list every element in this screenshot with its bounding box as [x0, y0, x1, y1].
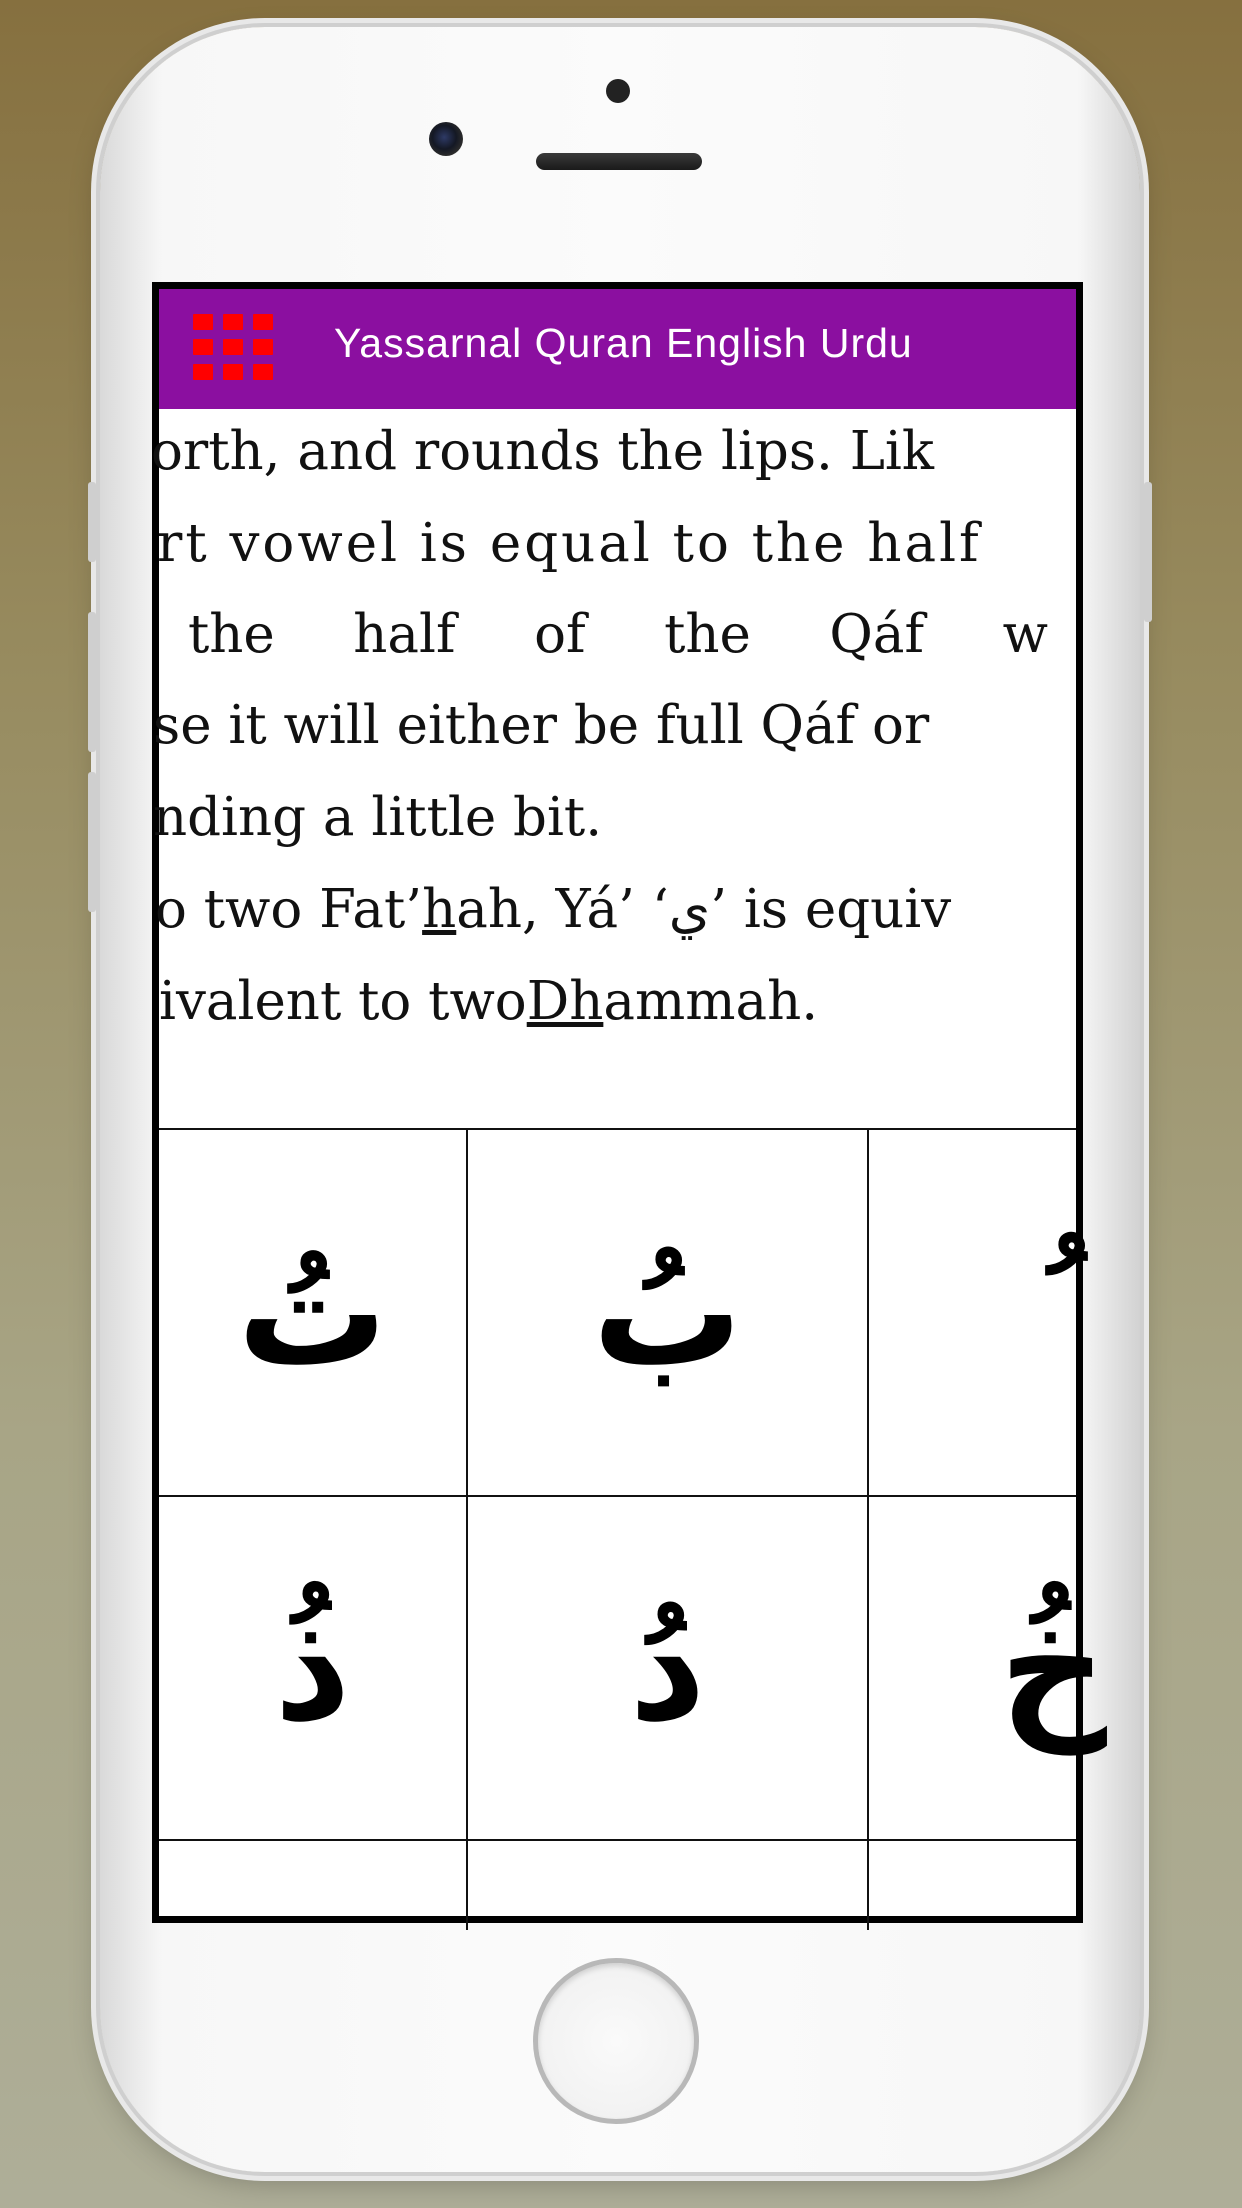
text-line: o two Fat’hah, Yá’ ‘ي’ is equiv [155, 879, 952, 940]
letter-cell-dal[interactable]: دُ [629, 1581, 706, 1755]
letter-cell-kha[interactable]: خُ [999, 1581, 1108, 1755]
letter-cell-ta[interactable]: تُ [237, 1225, 388, 1400]
grid-menu-icon[interactable] [193, 314, 273, 380]
front-camera [429, 122, 463, 156]
text-line: ivalent to twoDhammah. [159, 971, 819, 1032]
volume-button [88, 772, 96, 912]
text-line: nding a little bit. [153, 787, 603, 848]
lesson-text [151, 409, 1076, 1129]
earpiece-speaker [536, 153, 702, 170]
text-line: se it will either be full Qáf or [153, 695, 930, 756]
text-line: rt vowel is equal to the half [157, 513, 982, 574]
letter-cell-dhal[interactable]: ذُ [274, 1581, 351, 1755]
text-line: orth, and rounds the lips. Lik [151, 421, 934, 482]
letter-cell-empty[interactable] [159, 1841, 466, 1930]
letter-cell-ba[interactable]: بُ [592, 1225, 743, 1400]
app-bar [159, 289, 1076, 409]
letter-cell-empty[interactable] [869, 1841, 1079, 1930]
text-line-justified: the half of the Qáf w [188, 604, 1048, 665]
app-screen [151, 282, 1108, 1923]
volume-button [88, 482, 96, 562]
volume-button [88, 612, 96, 752]
letter-cell-empty[interactable] [468, 1841, 867, 1930]
home-button[interactable] [533, 1958, 699, 2124]
proximity-sensor [606, 79, 630, 103]
power-button [1144, 482, 1152, 622]
app-title: Yassarnal Quran English Urdu [334, 320, 913, 366]
